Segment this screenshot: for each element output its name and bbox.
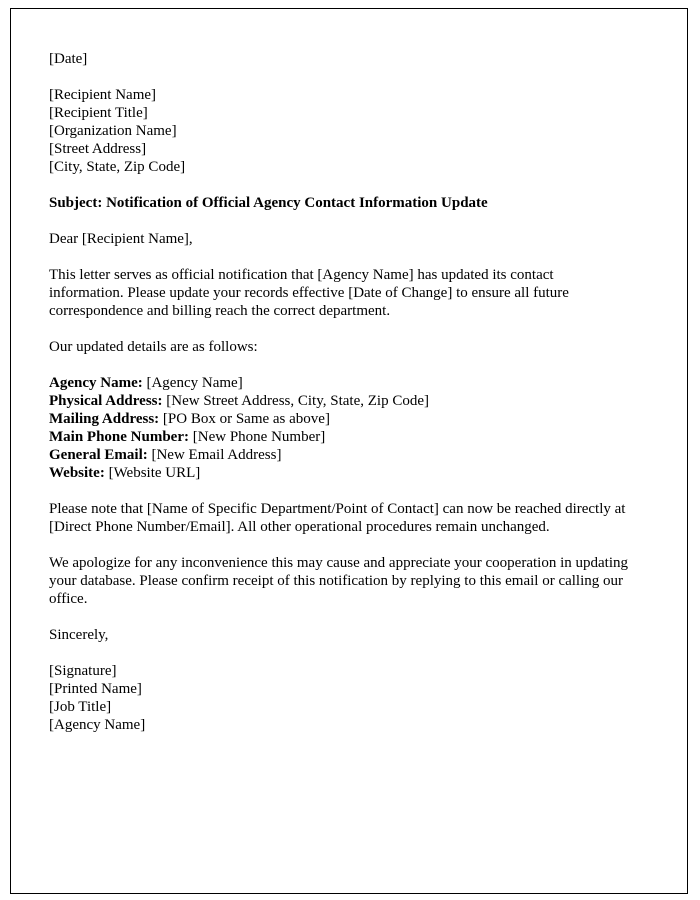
detail-main-phone-value: [New Phone Number]: [192, 429, 326, 445]
recipient-title: [Recipient Title]: [49, 105, 148, 121]
signature-block: [49, 662, 629, 734]
signature-line: [Signature]: [49, 663, 117, 679]
subject-line: Subject: Notification of Official Agency Contact Information Update: [49, 195, 488, 211]
organization-name: [Organization Name]: [49, 123, 177, 139]
agency-name-line: [Agency Name]: [49, 717, 146, 733]
letter-page: [10, 8, 688, 894]
date-block: [49, 50, 629, 68]
detail-agency-name-label: Agency Name:: [49, 375, 143, 391]
detail-website: [49, 464, 629, 482]
detail-agency-name-value: [Agency Name]: [146, 375, 243, 391]
detail-main-phone-label: Main Phone Number:: [49, 429, 189, 445]
detail-general-email-value: [New Email Address]: [151, 447, 282, 463]
detail-agency-name: [49, 374, 629, 392]
detail-physical-address: [49, 392, 629, 410]
body-paragraph-2: Please note that [Name of Specific Department/Point of Contact] can now be reached directly at [Direct Phone Number/Email]. All other operational procedures remain unchanged.: [49, 501, 626, 535]
detail-main-phone: [49, 428, 629, 446]
body-paragraph-3: We apologize for any inconvenience this may cause and appreciate your cooperation in updating your database. Please confirm receipt of this notification by replying to this email or calling our office.: [49, 555, 628, 607]
detail-physical-address-value: [New Street Address, City, State, Zip Code]: [166, 393, 429, 409]
recipient-name: [Recipient Name]: [49, 87, 157, 103]
detail-website-value: [Website URL]: [108, 465, 201, 481]
details-intro: Our updated details are as follows:: [49, 339, 258, 355]
date-line: [Date]: [49, 51, 88, 67]
detail-mailing-address-value: [PO Box or Same as above]: [162, 411, 330, 427]
detail-general-email: [49, 446, 629, 464]
recipient-block: [49, 86, 629, 176]
job-title-line: [Job Title]: [49, 699, 112, 715]
closing: Sincerely,: [49, 627, 109, 643]
salutation: Dear [Recipient Name],: [49, 231, 193, 247]
body-paragraph-1: This letter serves as official notification that [Agency Name] has updated its contact information. Please update your records effective [Date of Change] to ensure all future correspondence and billing reach the correct department.: [49, 267, 569, 319]
detail-physical-address-label: Physical Address:: [49, 393, 163, 409]
details-block: [49, 374, 629, 482]
detail-mailing-address-label: Mailing Address:: [49, 411, 160, 427]
detail-mailing-address: [49, 410, 629, 428]
detail-website-label: Website:: [49, 465, 105, 481]
detail-general-email-label: General Email:: [49, 447, 148, 463]
street-address: [Street Address]: [49, 141, 147, 157]
city-state-zip: [City, State, Zip Code]: [49, 159, 186, 175]
printed-name-line: [Printed Name]: [49, 681, 142, 697]
